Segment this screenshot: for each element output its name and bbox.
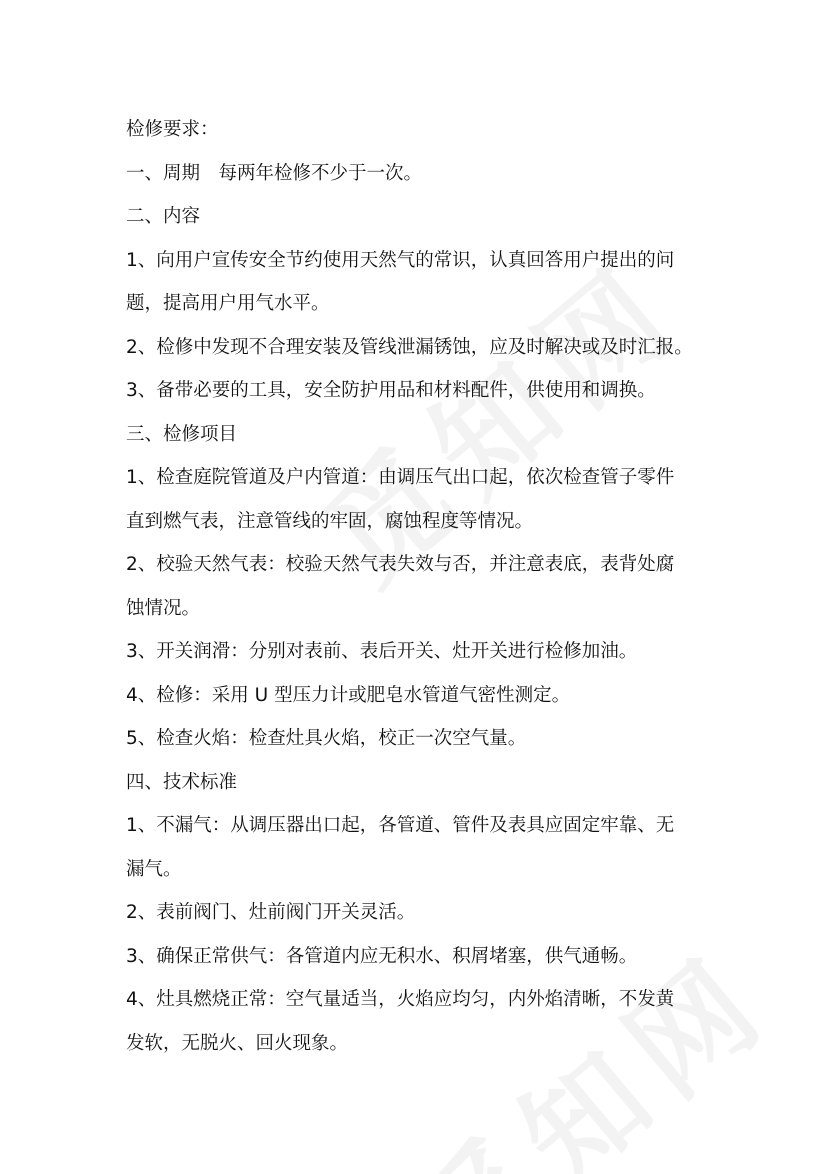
paragraph-line: 1、检查庭院管道及户内管道：由调压气出口起，依次检查管子零件 — [126, 467, 675, 488]
paragraph-line: 发软，无脱火、回火现象。 — [126, 1032, 349, 1054]
section-heading: 二、内容 — [126, 206, 201, 227]
paragraph-line: 题，提高用户用气水平。 — [126, 293, 330, 314]
section-heading: 检修要求： — [126, 119, 219, 140]
section-heading: 三、检修项目 — [126, 423, 238, 445]
paragraph-line: 2、检修中发现不合理安装及管线泄漏锈蚀，应及时解决或及时汇报。 — [126, 336, 693, 358]
paragraph-line: 蚀情况。 — [126, 597, 201, 619]
document-body — [126, 108, 726, 1065]
section-heading: 四、技术标准 — [126, 771, 238, 793]
paragraph-line: 直到燃气表，注意管线的牢固，腐蚀程度等情况。 — [126, 510, 534, 532]
paragraph-line: 漏气。 — [126, 858, 182, 880]
paragraph-line: 4、检修：采用 U 型压力计或肥皂水管道气密性测定。 — [126, 684, 571, 706]
paragraph-line: 1、向用户宣传安全节约使用天然气的常识，认真回答用户提出的问 — [126, 249, 675, 271]
paragraph-line: 2、校验天然气表：校验天然气表失效与否，并注意表底，表背处腐 — [126, 554, 675, 575]
paragraph-line: 一、周期 每两年检修不少于一次。 — [126, 162, 423, 184]
paragraph-line: 2、表前阀门、灶前阀门开关灵活。 — [126, 902, 416, 923]
paragraph-line: 3、备带必要的工具，安全防护用品和材料配件，供使用和调换。 — [126, 380, 656, 401]
paragraph-line: 5、检查火焰：检查灶具火焰，校正一次空气量。 — [126, 728, 527, 749]
paragraph-line: 3、开关润滑：分别对表前、表后开关、灶开关进行检修加油。 — [126, 641, 638, 662]
paragraph-line: 4、灶具燃烧正常：空气量适当，火焰应均匀，内外焰清晰，不发黄 — [126, 989, 675, 1010]
paragraph-line: 3、确保正常供气：各管道内应无积水、积屑堵塞，供气通畅。 — [126, 945, 638, 967]
paragraph-line: 1、不漏气：从调压器出口起，各管道、管件及表具应固定牢靠、无 — [126, 815, 675, 836]
